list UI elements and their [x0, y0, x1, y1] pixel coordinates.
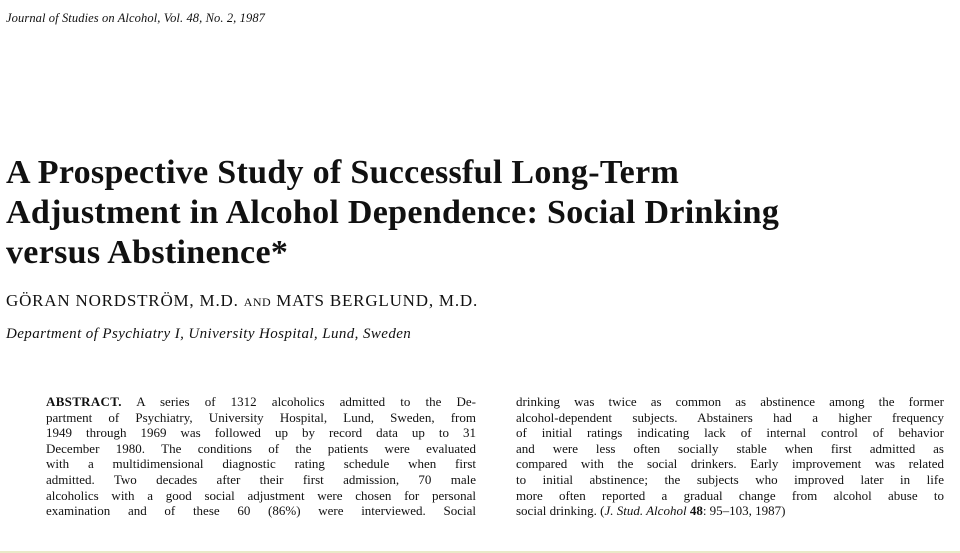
author-conjunction: AND — [243, 295, 272, 309]
abstract-line: drinking was twice as common as abstinence among the former — [516, 394, 944, 409]
abstract-column-2 — [516, 394, 944, 519]
abstract-line: admitted. Two decades after their first admission, 70 male — [46, 471, 476, 487]
journal-header: Journal of Studies on Alcohol, Vol. 48, No. 2, 1987 — [6, 11, 266, 25]
title-line: Adjustment in Alcohol Dependence: Social Drinking — [6, 194, 780, 231]
abstract-line: with a multidimensional diagnostic rating schedule when first — [46, 456, 476, 472]
citation-line — [516, 503, 944, 519]
abstract-text: A series of 1312 alcoholics admitted to the De- — [121, 394, 476, 409]
author-2: MATS BERGLUND, M.D. — [276, 291, 479, 310]
paper-title — [6, 153, 946, 273]
abstract-line: and were less often socially stable when first admitted as — [516, 440, 944, 456]
author-1: GÖRAN NORDSTRÖM, M.D. — [6, 291, 239, 310]
abstract-line: 1949 through 1969 was followed up by record data up to 31 — [46, 425, 476, 441]
citation-pages: : 95–103, 1987) — [702, 503, 786, 519]
author-line — [6, 291, 478, 311]
abstract-line: to initial abstinence; the subjects who improved later in life — [516, 471, 944, 487]
title-line: versus Abstinence* — [6, 234, 289, 271]
abstract-line: more often reported a gradual change from alcohol abuse to — [516, 487, 944, 503]
abstract-line: alcohol-dependent subjects. Abstainers had a higher frequency — [516, 409, 944, 425]
abstract-line: partment of Psychiatry, University Hospital, Lund, Sweden, from — [46, 409, 476, 425]
title-line: A Prospective Study of Successful Long-Term — [6, 154, 680, 191]
abstract-column-1 — [46, 394, 476, 519]
citation-prefix: social drinking. ( — [516, 503, 605, 519]
abstract-line — [46, 394, 476, 410]
abstract-line: compared with the social drinkers. Early improvement was related — [516, 456, 944, 472]
abstract-line: of initial ratings indicating lack of internal control of behavior — [516, 425, 944, 441]
abstract-line: examination and of these 60 (86%) were interviewed. Social — [46, 503, 476, 519]
abstract-line: alcoholics with a good social adjustment were chosen for personal — [46, 487, 476, 503]
citation-journal: J. Stud. Alcohol — [604, 503, 687, 519]
abstract-line: December 1980. The conditions of the patients were evaluated — [46, 440, 476, 456]
abstract-heading: ABSTRACT. — [46, 394, 122, 409]
affiliation: Department of Psychiatry I, University Hospital, Lund, Sweden — [6, 326, 412, 342]
citation-volume: 48 — [689, 503, 703, 519]
